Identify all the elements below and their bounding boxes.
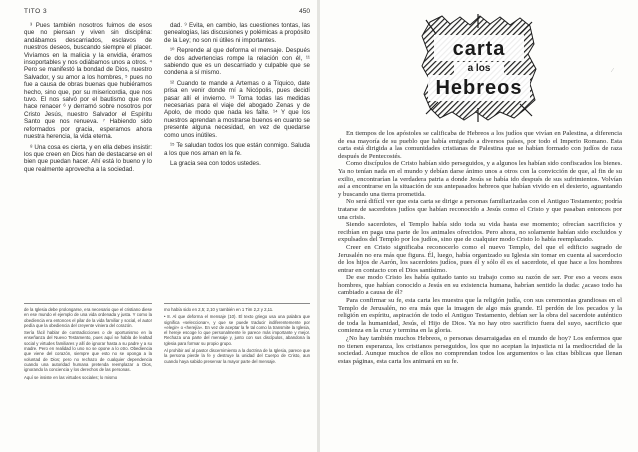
running-head: TITO 3 [24,8,48,15]
paragraph: dad. ⁹ Evita, en cambio, las cuestiones tontas, las genealogías, las discusiones y polémicas a propósito de la Ley; no son ni útiles ni importantes. [164,22,310,44]
banner-title-a-los: a los [467,63,491,74]
paragraph: En tiempos de los apóstoles se calificaba de Hebreos a los judíos que vivían en Palestina, a diferencia de esa mayoría de su pueblo que había emigrado a diversos países, por todo el Imperio Romano. Esta carta está dirigida a las comunidades cristianas de Palestina que se habían formado con judíos de raza después de Pentecostés. [338,130,622,160]
title-banner [420,14,538,122]
paragraph: La gracia sea con todos ustedes. [170,159,261,167]
footnote-divider [164,303,310,304]
paragraph: ³ Pues también nosotros fuimos de esos que no piensan y viven sin disciplina: andábamos descarriados, esclavos de nuestros deseos, buscando siempre el placer. Vivíamos en la malicia y la envidia, éramos insoportables y nos odiábamos unos a otros. ⁴ Pero se manifestó la bondad de Dios, nuestro Salvador, y su amor a los hombres, ⁵ pues no fue a causa de obras buenas que hubiéramos hecho, sino que, por su misericordia, que nos tuvo. El nos salvó por el bautismo que nos hace renacer ⁶ y derramó sobre nosotros por Cristo Jesús, nuestro Salvador el Espíritu Santo que nos renueva. ⁷ Habiendo sido reformados por gracia, esperamos ahora nuestra herencia, la vida eterna. [24,22,152,141]
paragraph: No será difícil ver que esta carta se dirige a personas familiarizadas con el Antiguo Testamento; podría tratarse de sacerdotes judíos que habían reconocido a Jesús como el Cristo y que pasaban entonces por una crisis. [338,198,622,221]
footnote-divider [24,303,152,304]
paragraph: ¹⁰ Reprende al que deforma el mensaje. Después de dos advertencias rompe la relación con él, ¹¹ sabiendo que es un descarriado y culpable que se condena a sí mismo. [164,47,310,77]
paragraph: Creer en Cristo significaba reconocerlo como el nuevo Templo, del que el edificio sagrado de Jerusalén no era más que figura. Él, luego, había organizado su Iglesia sin tomar en cuenta al sacerdocio de los hijos de Aarón, los sacerdotes judíos, pues él y sólo él es el sacerdote, el que hace a los hombres entrar en contacto con el Dios santísimo. [338,243,622,274]
paragraph: ⁸ Una cosa es cierta, y en ella debes insistir: los que creen en Dios han de destacarse en el bien que puedan hacer. Ahí está lo bueno y lo que realmente aprovecha a la sociedad. [24,143,152,173]
paragraph: Como discípulos de Cristo habían sido perseguidos, y a algunos les habían sido confiscados los bienes. Ya no tenían nada en el mundo y debían darse ánimo unos a otros con la convicción de que, al fin de su exilio, encontrarían la verdadera patria a donde Jesús se había ido después de sus sufrimientos. Volvían así a encontrarse en la situación de sus antepasados hebreos que habían vivido en el desierto, aguantando y buscando una tierra prometida. [338,160,622,198]
page-number: 450 [299,8,310,15]
paragraph: Para confirmar su fe, esta carta les muestra que la religión judía, con sus ceremonias grandiosas en el Templo de Jerusalén, no era más que la imagen de algo más grande. El perdón de los pecados y la religión en espíritu, aspiración de todo el Antiguo Testamento, debían ser la obra del sacerdote auténtico de toda la humanidad, Jesús, el Hijo de Dios. Ya no hay otro sacrificio fuera del suyo, sacrificio que comienza en la cruz y termina en la gloria. [338,297,622,335]
introduction-text [338,130,622,365]
banner-title-carta: carta [452,38,506,60]
footnotes-column-2 [164,307,310,366]
paragraph: ¿No hay también muchos Hebreos, o personas desarraigadas en el mundo de hoy? Los enfermos que no tienen esperanza, los cristianos perseguidos, los que no aceptan la injusticia ni la mediocridad de la sociedad. Aunque muchos de ellos no comprendan todos los argumentos o las citas bíblicas que llenan estas páginas, esta carta los animará en su fe. [338,335,622,365]
footnote: • 8. Al que deforma el mensaje (10). El texto griego usa una palabra que significa «seleccionar», y que se puede traducir indiferentemente por «elegir» o «herejía». En vez de aceptar la fe tal como la transmite la Iglesia, el hereje escoge lo que personalmente le parece más importante y mejor. Rechaza una parte del mensaje y, junto con sus discípulos, abandona la Iglesia para formar su propio grupo. [164,314,310,346]
ink-mark-icon: ⁄ [612,68,614,74]
footnote: Al prohibir así al pastor discernimiento a la doctrina de la Iglesia, parece que la persona pierde la fe y destruye la unidad del Cuerpo de Cristo, aun cuando haya sabido preservar la mayor parte del mensaje. [164,348,310,364]
paragraph: De ese modo Cristo les había quitado tanto su trabajo como su razón de ser. Por eso a veces esos hombres, que habían conocido a Jesús en su existencia humana, habrían sentido la duda: ¿acaso todo ha cambiado a causa de él? [338,274,622,297]
footnotes-column-1 [24,307,152,382]
paragraph: ¹² Cuando te mande a Artemas o a Tíquico, date prisa en venir donde mí a Nicópolis, pues decidí pasar allí el invierno. ¹³ Toma todas las medidas necesarias para el viaje del abogado Zenas y de Apolo, de modo que nada les falte. ¹⁴ Y que los nuestros aprendan a mostrarse buenos en cuanto se presente alguna necesidad, en vez de quedarse como unos inútiles. [164,79,310,139]
banner-title-hebreos: Hebreos [435,77,523,99]
footnote: Sería fácil hablar de contradicciones o de oportunismo en la enseñanza del Nuevo Testamento, pues aquí se habla de lealtad social y virtudes familiares y allí de ignorar hasta a su padre y a su madre. Pero en realidad lo uno no se opone a lo otro. Obediencia que viene del corazón, siempre que esto no se oponga a la voluntad de Dios; pero no rechazo de cualquier dependencia cuando una autoridad humana pretenda reemplazar a Dios, ignorando la conciencia y los derechos de las personas. [24,330,152,373]
text-column-1 [24,22,152,176]
left-page [0,0,318,452]
text-column-2 [164,22,310,170]
footnote: Aquí se insiste en las virtudes sociales; lo mismo [24,374,118,380]
paragraph: Siendo sacerdotes, el Templo había sido toda su vida hasta ese momento; ofrecían sacrificios y recibían en paga una parte de los animales ofrecidos. Pero ahora, no solamente habían sido excluidos y expulsados del Templo por los judíos, sino que de cualquier modo Cristo lo había reemplazado. [338,221,622,244]
paragraph: ¹⁵ Te saludan todos los que están conmigo. Saluda a los que nos aman en la fe. [164,142,310,157]
footnote: mo había sido en 2,5; 2,10 y también en 1 Tim 2,2 y 2,11. [164,307,274,312]
footnote: de la Iglesia debe prolongarse, era necesario que el cristiano diese en ese mundo el ejemplo de una vida ordenada y justa. Y como la obediencia era entonces el pilar de la vida familiar y social, el autor pedía que la obediencia del creyente viniera del corazón. [24,307,152,328]
